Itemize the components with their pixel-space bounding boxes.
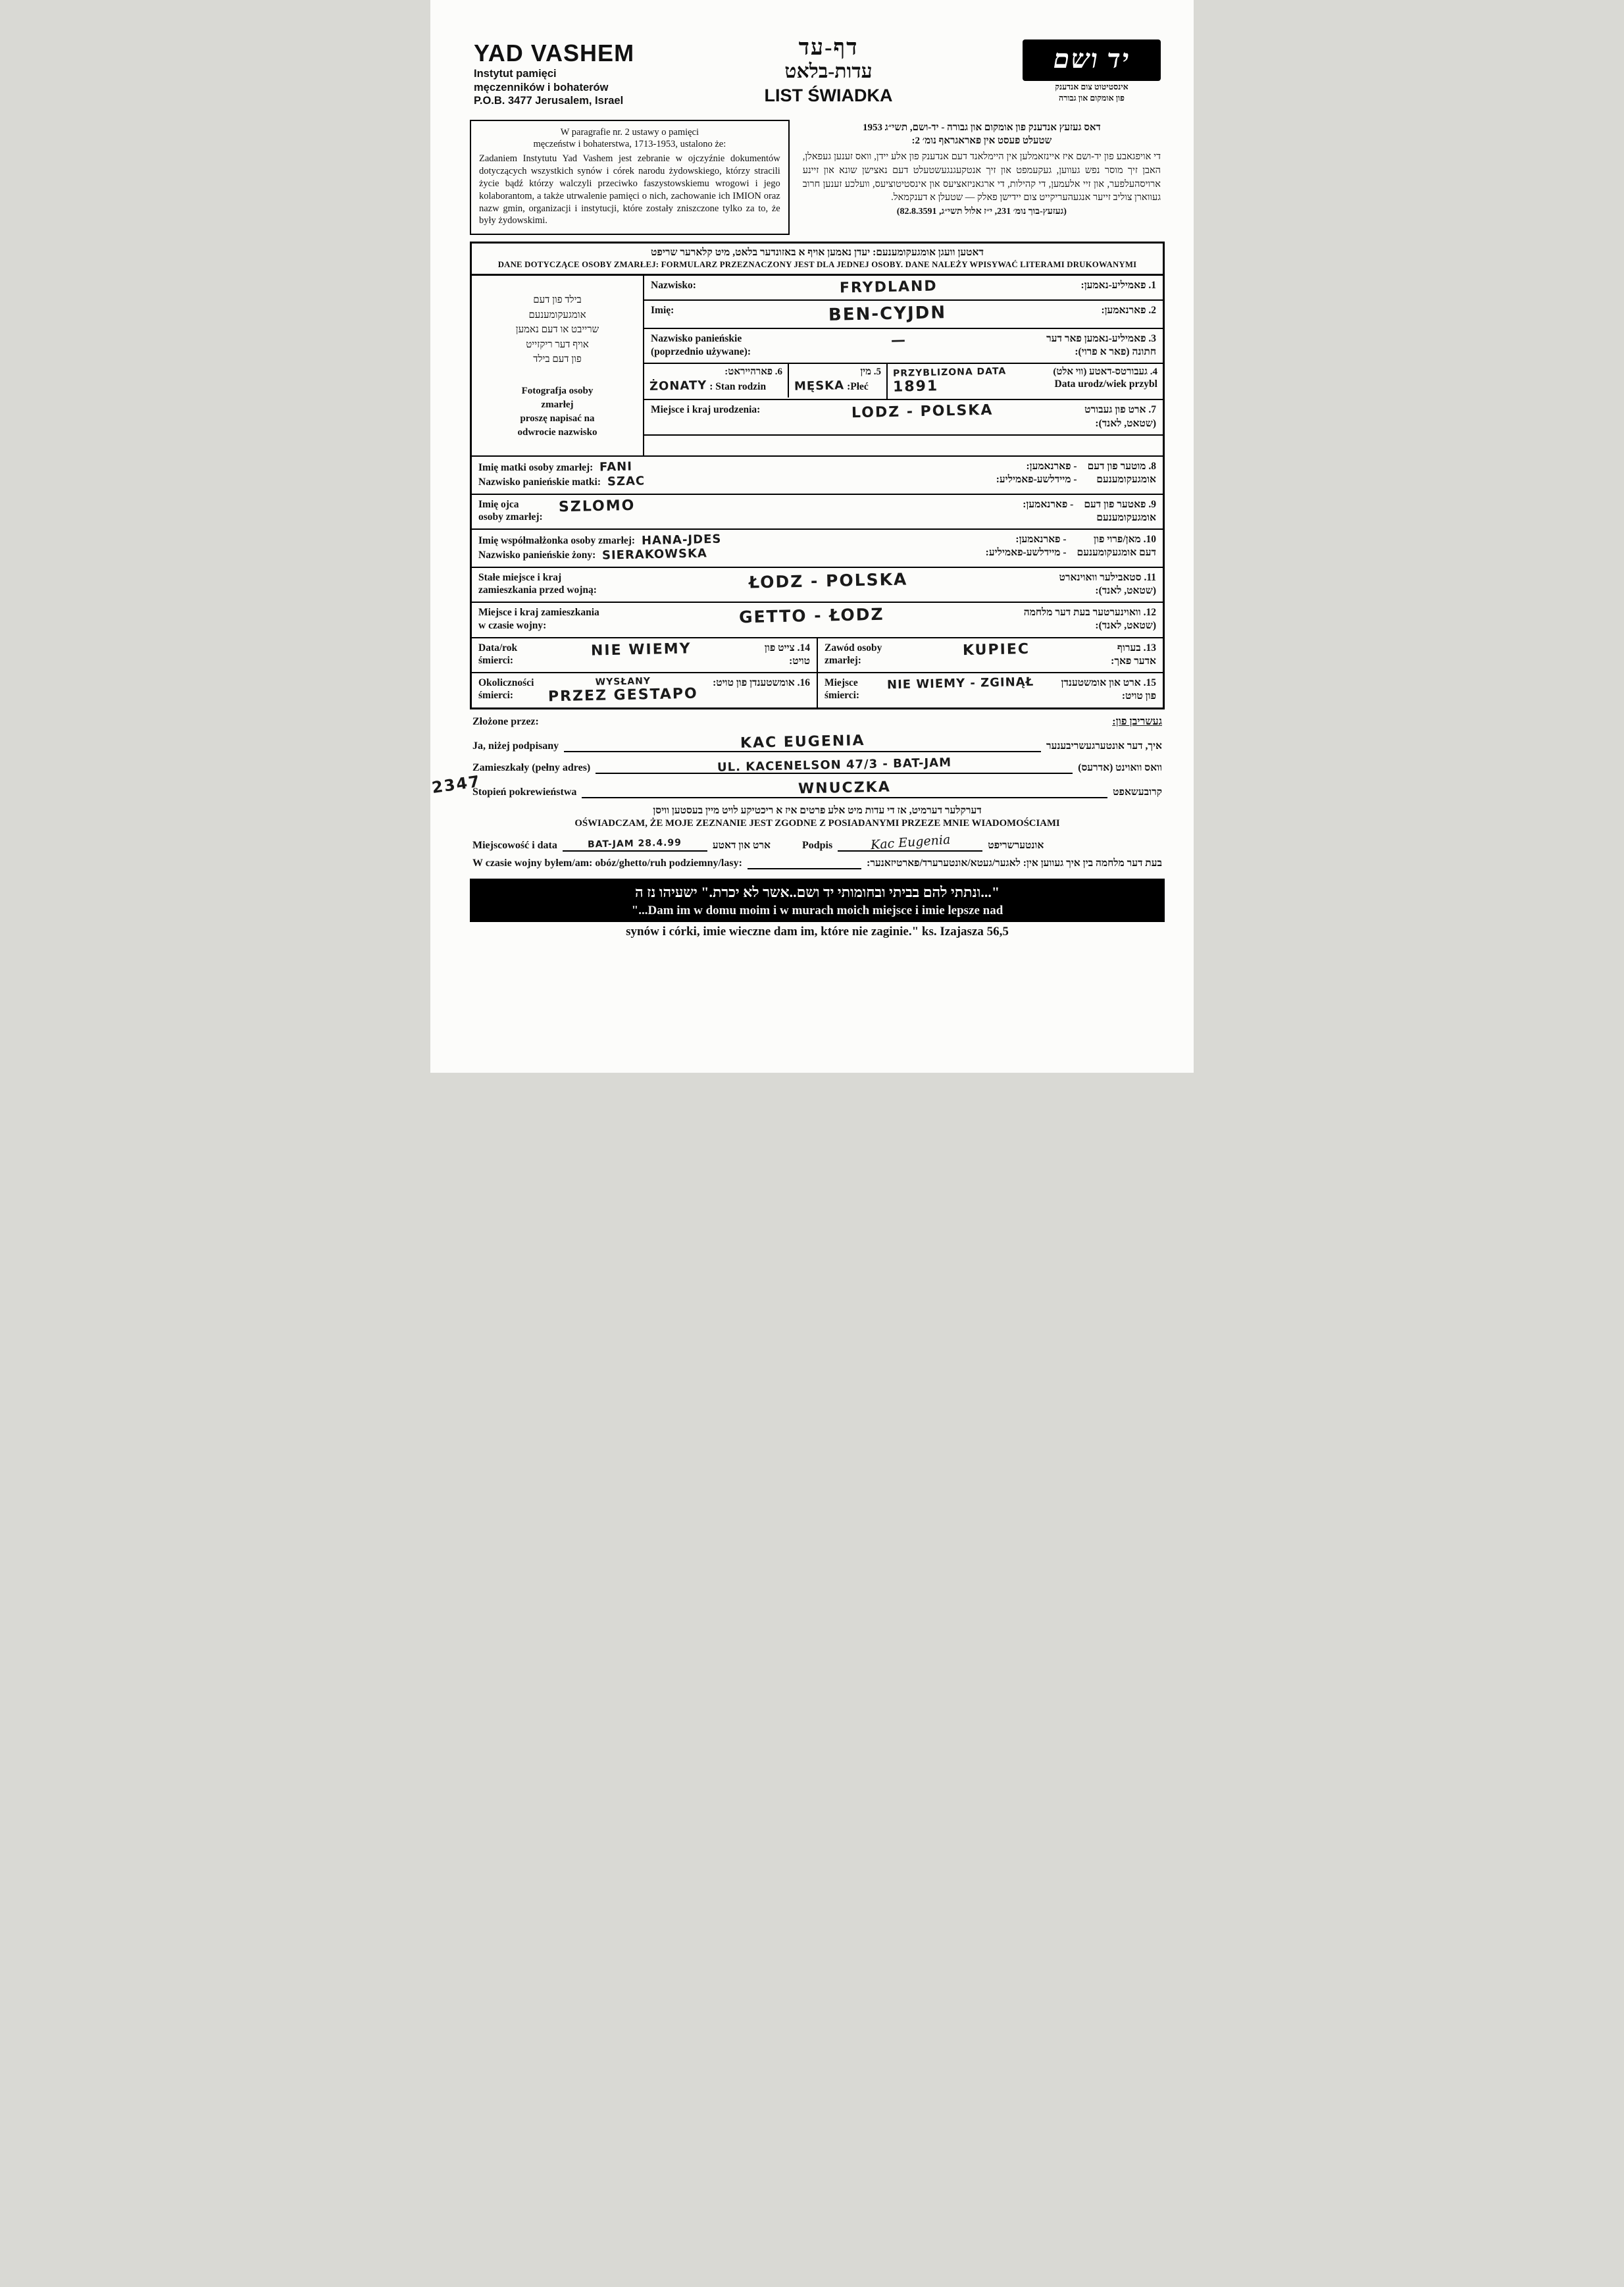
prewar-label-line1: Stałe miejsce i kraj [478,571,562,583]
org-subtitle-3: P.O.B. 3477 Jerusalem, Israel [474,95,624,107]
org-subtitle-1: Instytut pamięci [474,68,557,80]
death-place-he-line1: 15. ארט און אומשטענדן [1061,677,1156,688]
statement-polish: OŚWIADCZAM, ŻE MOJE ZEZNANIE JEST ZGODNE Z POSIADANYMI PRZEZE MNIE WIADOMOŚCIAMI [574,817,1060,829]
circumstances-label-line1: Okoliczności [478,677,534,688]
firstname-label-hebrew: 2. פארנאמען: [1101,305,1156,317]
death-place-label-hebrew [1061,677,1156,703]
maiden-label-line1: Nazwisko panieńskie [651,333,742,345]
photo-pl-line: zmarłej [541,399,574,410]
death-place-label [825,677,859,702]
submitter-value: KAC EUGENIA [740,732,865,752]
birthdate-note-value: PRZYBLIZONA DATA [892,366,1007,380]
photo-yi-line: פון דעם בילד [533,354,582,365]
spouse-he-line2: דעם אומגעקומענעם [1077,547,1156,559]
war-experience-line [472,858,1162,869]
place-date-signature-line [472,832,1162,853]
submitter-label-hebrew: איך, דער אונטערגעשריבענער [1046,740,1162,752]
row-deathdate-occupation [472,638,1163,673]
field-wartime-residence [472,603,1163,638]
circumstances-label-line2: śmierci: [478,690,514,702]
relation-label: Stopień pokrewieństwa [472,786,577,798]
spouse-maiden-value: SIERAKOWSKA [602,546,708,563]
field-marital-status [644,364,788,397]
preamble-polish-intro-1: W paragrafie nr. 2 ustawy o pamięci [560,126,699,138]
father-he-sub: - פארנאמען: [1023,498,1074,510]
spouse-labels [478,533,721,563]
spouse-he-sub1: - פארנאמען: [1015,533,1067,545]
wartime-he-line2: (שטאט, לאנד): [1095,620,1156,632]
field-spouse [472,530,1163,568]
field-death-circumstances [472,673,817,707]
photo-instructions-yiddish [478,293,636,367]
margin-handwritten-number: 2347 [430,771,482,798]
place-date-label: Miejscowość i data [472,839,557,851]
identity-rows [644,276,1163,457]
photo-pl-line: proszę napisać na [520,413,595,424]
occupation-value: KUPIEC [963,640,1030,659]
mother-he-main [1088,460,1156,486]
spouse-maiden-label: Nazwisko panieńskie żony: [478,550,596,561]
occupation-label [825,642,882,667]
death-date-he-line1: 14. צייט פון [764,642,810,654]
death-date-label-line1: Data/rok [478,642,518,654]
field-firstname [644,301,1163,329]
wartime-he-line1: 12. וואוינערטער בעת דער מלחמה [1023,607,1156,619]
death-date-label-hebrew [765,642,810,668]
preamble-yiddish-body: די אויפגאבע פון יד-ושם איז איינזאמלען אין היימלאנד דעם אנדענק פון אלע יידן, וואס זענען געפאלן, האבן זיך מוסר נפש געווען, געקעמפט און זיך אנטקעגנגעשטעלט דעם נאצישן שונא און זיינע ארויסהעלפער, און זיי אלעמען, די קהילות, די ארגאניזאציעס און אינסטיטוציעס, וועלכע זענען חרוב געווארן צוליב זייער אנגעהעריקייט צום יידישן פאלק — שטעלן א דענקמאל. [802,151,1161,203]
declaration-heading [472,716,1162,728]
prewar-he-line2: (שטאט, לאנד): [1095,585,1156,597]
footer-polish-line1: "...Dam im w domu moim i w murach moich miejsce i imie lepsze nad [631,903,1003,917]
place-date-label-hebrew: ארט און דאטע [712,839,771,851]
form-table [470,242,1165,709]
father-label-line2: osoby zmarłej: [478,511,543,523]
footer-quote [470,879,1165,940]
war-line-polish: W czasie wojny byłem/am: obóz/ghetto/ruh podziemny/lasy: [472,857,742,869]
mother-he-sub2: - מיידלשע-פאמיליע: [996,473,1077,485]
marital-label-hebrew: 6. פארהייראט: [724,367,782,378]
father-he-line1: 9. פאטער פון דעם [1084,498,1156,510]
field-maiden-name [644,329,1163,364]
field-marital-sex-birthdate [644,364,1163,400]
photo-pl-line: Fotografja osoby [521,385,594,396]
spouse-he-main [1077,533,1156,559]
declaration-section [470,716,1165,869]
father-he-main [1084,498,1156,525]
field-surname [644,276,1163,301]
photo-yi-line: אומגעקומענעם [528,309,586,321]
mother-he-sub [996,460,1077,486]
preamble-yiddish-citation: (געזעץ-בוך נומ׳ 231, י״ז אלול תשי״ג, 82.8.3591) [896,206,1067,217]
circumstances-value-line2: PRZEZ GESTAPO [548,685,699,706]
occupation-label-hebrew [1111,642,1156,668]
wartime-residence-label [478,606,599,632]
logo-caption-2: פון אומקום און גבורה [1059,93,1125,103]
preamble-polish-body: Zadaniem Instytutu Yad Vashem jest zebranie w ojczyźnie dokumentów dotyczących wszystkich synów i córek narodu żydowskiego, którzy stracili życie bądź którzy walczyli przeciwko faszystowskiemu wrogowi i jego kolaborantom, a także utrwalenie pamięci o nich, zachowanie ich IMION oraz nazw gmin, organizacji i instytucji, które zostały zniszczone tylko za to, że były żydowskimi. [479,153,780,226]
spouse-name-value: HANA-JDES [641,532,722,548]
mother-labels-hebrew [996,460,1156,486]
row-circumstances-deathplace [472,673,1163,707]
form-title-hebrew: דף-עד [798,36,859,60]
photo-yi-line: שרייבט או דעם נאמען [515,324,599,336]
address-line [472,758,1162,774]
maiden-label-hebrew [1046,332,1156,359]
maiden-label-line2: (poprzednio używane): [651,346,751,357]
prewar-he-line1: 11. סטאבילער וואוינארט [1059,571,1156,583]
birthplace-label-hebrew [1084,403,1156,430]
wartime-label-line1: Miejsce i kraj zamieszkania [478,607,599,619]
birthdate-label-polish: Data urodz/wiek przybl [1054,378,1157,390]
mother-maiden-label: Nazwisko panieńskie matki: [478,476,601,488]
relation-label-hebrew: קרובעשאפט [1113,786,1162,798]
preamble-polish [470,120,790,235]
yad-vashem-logo-block [1023,39,1161,103]
marital-value: ŻONATY [649,378,707,394]
birthplace-he-line1: 7. ארט פון געבורט [1084,404,1156,416]
death-place-label-line2: śmierci: [825,690,860,702]
spouse-he-sub2: - מיידלשע-פאמיליע: [985,547,1067,559]
preamble-yiddish-intro-1: דאס געזעץ אנדענק פון אומקום און גבורה - יד-ושם, תשי״ג 1953 [863,122,1101,133]
occupation-he-line1: 13. בערוף [1117,642,1156,654]
death-place-value: NIE WIEMY - ZGINĄŁ [886,675,1034,692]
instruction-polish: DANE DOTYCZĄCE OSOBY ZMARŁEJ: FORMULARZ PRZEZNACZONY JEST DLA JEDNEJ OSOBY. DANE NALEŻY WPISYWAĆ LITERAMI DRUKOWANYMI [497,260,1137,270]
photo-yi-line: אויף דער ריקזייט [526,339,589,350]
father-value: SZLOMO [558,497,636,515]
field-occupation [817,638,1163,672]
signature-label-hebrew: אונטערשריפט [988,839,1044,851]
field-sex [788,364,886,397]
field-death-date [472,638,817,672]
logo-caption-1: אינסטיטוט צום אנדענק [1055,82,1129,91]
death-date-value: NIE WIEMY [590,640,692,659]
footer-polish-line2: synów i córki, imie wieczne dam im, które nie zaginie." ks. Izajasza 56,5 [626,924,1009,938]
birthdate-value: 1891 [892,378,939,396]
wartime-residence-value: GETTO - ŁODZ [738,604,884,627]
submitter-label: Ja, niżej podpisany [472,740,559,752]
form-header [474,36,1161,108]
submitter-line [472,734,1162,752]
sex-value: MĘSKA [794,378,845,394]
mother-he-line1: 8. מוטער פון דעם [1087,460,1156,472]
address-label: Zamieszkały (pełny adres) [472,761,591,773]
occupation-he-line2: אדער פאך: [1111,655,1156,667]
mother-labels [478,460,645,490]
death-circumstances-label-hebrew: 16. אומשטענדן פון טויט: [713,677,810,688]
wartime-label-line2: w czasie wojny: [478,619,547,631]
scanned-form-page [430,0,1194,1073]
spouse-he-line1: 10. מאן/פרוי פון [1094,533,1156,545]
preamble-yiddish [799,120,1165,235]
occupation-label-line2: zmarłej: [825,654,861,666]
photo-yi-line: בילד פון דעם [533,295,582,306]
field-father [472,495,1163,530]
sex-label-hebrew: 5. מין [860,367,881,378]
statement-block [472,805,1162,829]
circumstances-value-line1: WYSŁANY [595,675,651,688]
signature-value: Kac Eugenia [869,832,951,853]
mother-he-line2: אומגעקומענעם [1096,473,1156,485]
address-value: UL. KACENELSON 47/3 - BAT-JAM [717,756,952,775]
instruction-yiddish: דאטען וועגן אומגעקומענעם: יעדן נאמען אויף א באזונדער בלאט, מיט קלארער שריפט [651,247,984,259]
occupation-label-line1: Zawód osoby [825,642,882,654]
marital-label-polish: : Stan rodzin [709,381,767,393]
spouse-he-sub [986,533,1067,559]
form-title-yiddish: עדות-בלאט [784,61,873,82]
mother-maiden-value: SZAC [607,474,646,489]
mother-he-sub1: - פארנאמען: [1026,460,1077,472]
father-labels-hebrew [1023,498,1156,525]
signature-label: Podpis [801,839,833,851]
footer-black-band [470,879,1165,922]
photo-instructions-polish [478,384,636,440]
org-block [474,39,634,108]
photo-pl-line: odwrocie nazwisko [517,426,597,438]
father-label [478,498,543,524]
field-birthplace [644,400,1163,435]
mother-name-label: Imię matki osoby zmarłej: [478,461,594,473]
relation-line [472,780,1162,798]
legal-preamble [470,120,1165,235]
declaration-heading-polish: Złożone przez: [472,715,539,727]
surname-label: Nazwisko: [651,280,696,292]
birthplace-he-line2: (שטאט, לאנד): [1095,417,1156,429]
birthplace-value: LODZ - POLSKA [851,402,994,422]
prewar-residence-label-hebrew [1059,571,1156,598]
mother-name-value: FANI [599,459,633,475]
footer-hebrew-quote: "...ונתתי להם בביתי ובחומותי יד ושם..אשר לא יכרת." ישעיהו נז ה [634,883,1000,900]
maiden-he-line2: חתונה (פאר א פרוי): [1075,346,1156,358]
instruction-band [472,244,1163,276]
section-identity [472,276,1163,457]
sex-label-polish: :Płeć [847,381,869,393]
death-date-label-line2: śmierci: [478,654,514,666]
war-line-yiddish: בעת דער מלחמה בין איך געווען אין: לאגער/געטא/אונטערערד/פארטיזאנער: [867,857,1162,869]
maiden-value: — [890,332,907,349]
form-title-block [765,36,893,106]
death-place-label-line1: Miejsce [825,677,858,688]
firstname-value: BEN-CYJDN [828,303,947,326]
relation-value: WNUCZKA [798,779,892,798]
field-death-place [817,673,1163,707]
yad-vashem-logo: יד ושם [1023,39,1161,81]
spouse-name-label: Imię współmałżonka osoby zmarłej: [478,534,636,546]
field-mother [472,455,1163,495]
death-date-he-line2: טויט: [789,655,810,667]
address-label-hebrew: וואס וואוינט (אדרעס) [1078,761,1162,773]
declaration-heading-hebrew: געשריבן פון: [1112,715,1162,727]
wartime-residence-label-hebrew [1024,606,1156,632]
preamble-yiddish-intro-2: שטעלט פעסט אין פאראגראף נומ׳ 2: [911,136,1052,147]
prewar-label-line2: zamieszkania przed wojną: [478,584,597,596]
surname-label-hebrew: 1. פאמיליע-נאמען: [1080,280,1156,292]
maiden-label [651,332,751,358]
form-title-polish: LIST ŚWIADKA [764,86,893,105]
father-label-line1: Imię ojca [478,498,519,510]
birthplace-label: Miejsce i kraj urodzenia: [651,404,761,416]
prewar-residence-value: ŁODZ - POLSKA [748,569,908,592]
father-he-line2: אומגעקומענעם [1096,511,1156,523]
statement-yiddish: דערקלער דערמיט, אז די עדות מיט אלע פרטים איז א ריכטיקע לויט מיין בעסטען וויסן [653,804,982,816]
firstname-label: Imię: [651,305,674,317]
field-prewar-residence [472,568,1163,603]
preamble-polish-intro-2: męczeństw i bohaterstwa, 1713-1953, ustalono że: [533,139,726,149]
birthdate-label-hebrew: 4. געבורטס-דאטע (ווי אלט) [1053,367,1157,378]
death-place-he-line2: פון טויט: [1121,690,1156,702]
org-subtitle-2: męczenników i bohaterów [474,81,609,93]
surname-value: FRYDLAND [839,278,938,297]
maiden-he-line1: 3. פאמיליע-נאמען פאר דער [1046,333,1156,345]
place-date-value: BAT-JAM 28.4.99 [588,837,682,850]
field-birthdate [886,364,1163,399]
photo-instructions-cell [472,276,644,457]
death-circumstances-value [534,677,713,704]
death-circumstances-label [478,677,534,702]
death-date-label [478,642,517,667]
spouse-labels-hebrew [986,533,1156,559]
org-name: YAD VASHEM [474,39,635,66]
prewar-residence-label [478,571,597,597]
